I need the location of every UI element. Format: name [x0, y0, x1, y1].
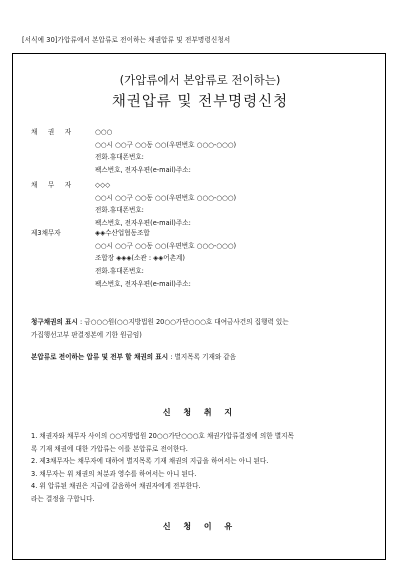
- purpose-list: [31, 430, 376, 505]
- purpose-line: 1. 채권자와 채무자 사이의 ○○지방법원 20○○가단○○○호 채권가압류결정에 의한 별지목: [31, 432, 294, 440]
- claim-text-line-2: 가집행선고부 판결정본에 기한 원금임): [31, 330, 142, 339]
- creditor-fax-email: 팩스번호, 전자우편(e-mail)주소:: [95, 166, 191, 175]
- third-debtor-representative: 조합장 ◈◈◈(소관 : ◈◈어촌계): [95, 254, 185, 263]
- third-debtor-fax-email: 팩스번호, 전자우편(e-mail)주소:: [95, 279, 191, 288]
- third-debtor-address: ○○시 ○○구 ○○동 ○○(우편번호 ○○○-○○○): [95, 241, 237, 250]
- debtor-phone: 전화.휴대폰번호:: [95, 206, 144, 215]
- third-debtor-name: ◈◈수산업협동조합: [95, 229, 150, 237]
- purpose-line: 록 기재 채권에 대한 가압류는 이를 본압류로 전이한다.: [31, 444, 188, 453]
- document-subtitle: (가압류에서 본압류로 전이하는): [119, 73, 281, 87]
- claim-statement: [31, 316, 376, 342]
- debtor-role-label: 채 무 자: [31, 181, 76, 189]
- creditor-role-label: 채 권 자: [31, 128, 76, 136]
- purpose-line: 라는 결정을 구합니다.: [31, 494, 95, 503]
- third-debtor-phone: 전화.휴대폰번호:: [95, 267, 144, 276]
- purpose-line: 3. 채무자는 위 채권의 처분과 영수를 하여서는 아니 된다.: [31, 469, 197, 478]
- claim-text-line-1: : 금○○○원(○○지방법원 20○○가단○○○호 대여금사건의 집행력 있는: [77, 318, 289, 326]
- third-debtor-role-label: 제3채무자: [31, 229, 61, 237]
- claim-label: 청구채권의 표시: [31, 318, 78, 326]
- purpose-line: 4. 위 압류된 채권은 지급에 갈음하여 채권자에게 전부한다.: [31, 482, 201, 490]
- creditor-address: ○○시 ○○구 ○○동 ○○(우편번호 ○○○-○○○): [95, 140, 237, 149]
- debtor-address: ○○시 ○○구 ○○동 ○○(우편번호 ○○○-○○○): [95, 193, 237, 202]
- document-title: 채권압류 및 전부명령신청: [111, 94, 289, 110]
- debtor-fax-email: 팩스번호, 전자우편(e-mail)주소:: [95, 219, 191, 228]
- transfer-label: 본압류로 전이하는 압류 및 전부 할 채권의 표시: [31, 353, 169, 361]
- transfer-text: : 별지목록 기재와 같음: [168, 353, 237, 361]
- creditor-name: ○○○: [95, 128, 113, 136]
- purpose-line: 2. 제3채무자는 채무자에 대하여 별지목록 기재 채권의 지급을 하여서는 아니 된다.: [31, 457, 269, 465]
- debtor-name: ◇◇◇: [95, 181, 111, 189]
- creditor-phone: 전화.휴대폰번호:: [95, 153, 144, 162]
- form-number-label: [서식예 30]가압류에서 본압류로 전이하는 채권압류 및 전부명령신청서: [22, 36, 231, 44]
- transfer-statement: [31, 351, 376, 364]
- purpose-heading: 신 청 취 지: [162, 408, 238, 417]
- reason-heading: 신 청 이 유: [162, 522, 238, 531]
